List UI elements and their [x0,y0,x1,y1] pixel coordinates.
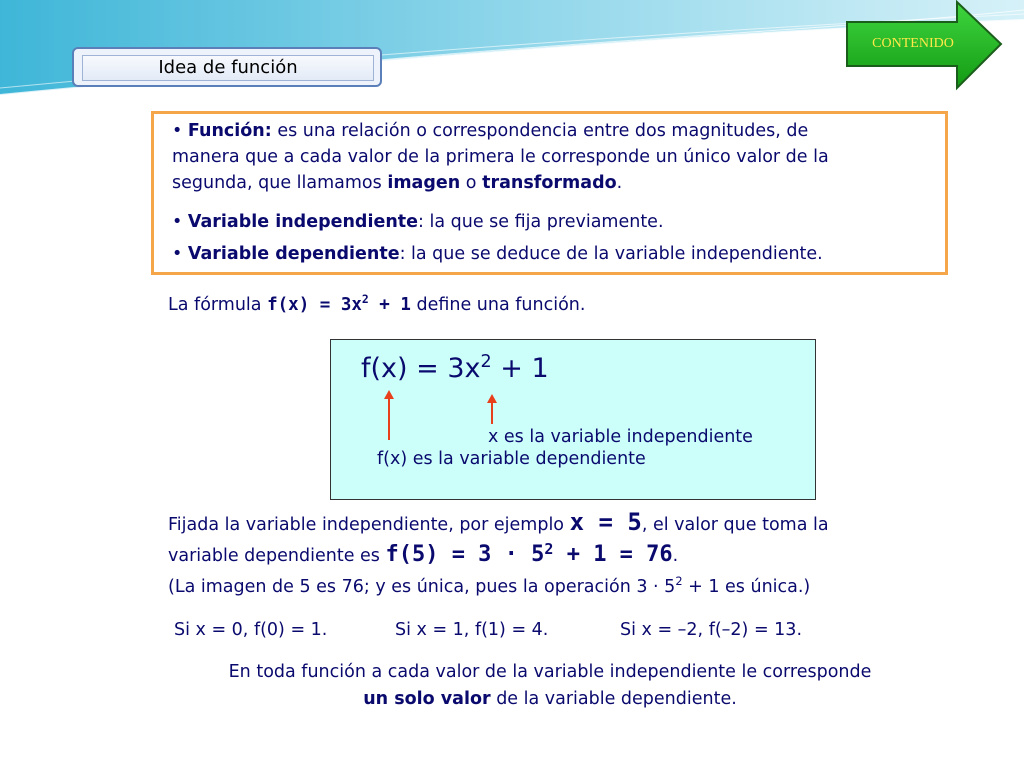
main-formula-exponent: 2 [480,352,492,372]
main-formula-base: f(x) = 3x [361,353,481,384]
funcion-definition [172,118,829,196]
conclusion-line-2: de la variable dependiente. [490,689,737,709]
slide-title: Idea de función [82,55,374,81]
fx-label: f(x) es la variable dependiente [377,449,646,469]
example-line-2 [168,540,678,567]
fx-arrow-head-icon [384,390,394,399]
bullet: • [172,121,183,141]
x-arrow-head-icon [487,394,497,403]
var-dependiente-definition [172,241,823,267]
bullet: • [172,244,183,264]
conclusion-bold: un solo valor [363,689,491,709]
formula-line-pre: La fórmula [168,294,268,315]
example-l3-pre: (La imagen de 5 es 76; y es única, pues la operación 3 · 5 [168,576,676,597]
definitions-box [151,111,948,275]
conclusion-line-1: En toda función a cada valor de la variable independiente le corresponde [228,662,872,682]
formula-exponent: 2 [361,292,369,306]
x-label: x es la variable independiente [488,427,753,447]
funcion-text-1: es una relación o correspondencia entre dos magnitudes, de [271,121,809,141]
funcion-term: Función: [187,121,272,141]
formula-line-post: define una función. [410,294,586,315]
var-independiente-term: Variable independiente [187,212,419,232]
main-formula [361,352,549,384]
case-x1: Si x = 1, f(1) = 4. [395,620,549,640]
imagen-term: imagen [387,173,461,193]
var-independiente-text: : la que se fija previamente. [418,212,664,232]
example-l3-post: + 1 es única.) [682,576,811,597]
main-formula-tail: + 1 [491,353,549,384]
example-l2-pre: variable dependiente es [168,545,386,566]
formula-base: f(x) = 3x [267,294,362,315]
x-arrow-line [491,402,493,424]
formula-box [330,339,816,500]
example-f5-exponent: 2 [544,540,554,558]
funcion-text-3: segunda, que llamamos [172,173,388,193]
contenido-button[interactable]: CONTENIDO [872,36,954,51]
conclusion [150,659,950,713]
fx-arrow-line [388,398,390,440]
slide-title-box [72,47,382,87]
example-l1-pre: Fijada la variable independiente, por ejemplo [168,515,570,535]
period: . [616,173,623,193]
o-text: o [460,173,483,193]
var-independiente-definition [172,209,664,235]
var-dependiente-term: Variable dependiente [187,244,400,264]
example-l2-post: . [672,545,679,566]
example-line-3 [168,574,810,597]
transformado-term: transformado [482,173,617,193]
var-dependiente-text: : la que se deduce de la variable independiente. [399,244,823,264]
funcion-text-2: manera que a cada valor de la primera le corresponde un único valor de la [172,147,829,167]
example-line-1 [168,508,829,536]
bullet: • [172,212,183,232]
formula-tail: + 1 [368,294,411,315]
example-l3-exponent: 2 [675,574,683,588]
formula-line [168,292,585,315]
example-x-value: x = 5 [569,508,642,536]
example-f5: f(5) = 3 · 5 [385,541,545,567]
example-l1-post: , el valor que toma la [641,515,829,535]
example-f5-tail: + 1 = 76 [553,541,673,567]
case-x-minus2: Si x = –2, f(–2) = 13. [620,620,803,640]
case-x0: Si x = 0, f(0) = 1. [174,620,328,640]
